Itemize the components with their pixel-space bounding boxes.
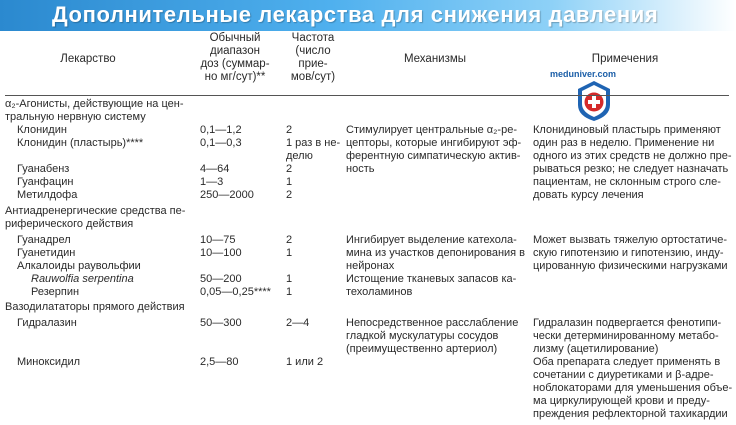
group-title-peripheral-l1: Антиадренергические средства пе- <box>5 205 186 217</box>
drug-frequency: 2 <box>286 189 293 201</box>
group-title-vasodilators: Вазодилататоры прямого действия <box>5 301 185 313</box>
drug-name: Метилдофа <box>17 189 78 201</box>
drug-frequency: 1 <box>286 273 293 285</box>
group-title-central-l2: тральную нервную систему <box>5 111 146 123</box>
drug-frequency: делю <box>286 150 313 162</box>
group-title-central-l1: α₂-Агонисты, действующие на цен- <box>5 98 184 110</box>
drug-frequency: 2 <box>286 234 293 246</box>
note-line: пациентам, не склонным строго сле- <box>533 176 721 188</box>
mechanism-line: ность <box>346 163 375 175</box>
header-dose: Обычный диапазон доз (суммар- но мг/сут)** <box>200 32 270 83</box>
mechanism-line: (преимущественно артериол) <box>346 343 498 355</box>
drug-name: Клонидин (пластырь)**** <box>17 137 144 149</box>
drug-frequency: 2—4 <box>286 317 310 329</box>
group-title-peripheral-l2: риферического действия <box>5 218 134 230</box>
title-banner <box>0 0 736 31</box>
watermark-text: meduniver.com <box>550 69 617 79</box>
drug-dose: 0,1—0,3 <box>200 137 242 149</box>
drug-dose: 4—64 <box>200 163 230 175</box>
drug-dose: 50—200 <box>200 273 242 285</box>
drug-name: Клонидин <box>17 124 67 136</box>
drug-dose: 0,1—1,2 <box>200 124 242 136</box>
drug-frequency: 1 <box>286 247 293 259</box>
mechanism-line: мина из участков депонирования в <box>346 247 526 259</box>
drug-dose: 2,5—80 <box>200 356 239 368</box>
drug-frequency: 1 раз в не- <box>286 137 341 149</box>
note-line: ноблокаторами для уменьшения объе- <box>533 382 733 394</box>
header-divider <box>5 95 729 96</box>
mechanism-line: техоламинов <box>346 286 413 298</box>
mechanism-line: гладкой мускулатуры сосудов <box>346 330 499 342</box>
header-frequency: Частота (число прие- мов/сут) <box>290 32 336 83</box>
drug-name: Гуанабенз <box>17 163 70 175</box>
drug-frequency: 1 <box>286 176 293 188</box>
header-notes: Примечения <box>591 53 659 65</box>
mechanism-line: Истощение тканевых запасов ка- <box>346 273 517 285</box>
watermark-logo <box>576 80 612 122</box>
drug-name: Гуанфацин <box>17 176 74 188</box>
note-line: один раз в неделю. Применение ни <box>533 137 715 149</box>
note-line: довать курсу лечения <box>533 189 644 201</box>
note-line: сочетании с диуретиками и β-адре- <box>533 369 714 381</box>
note-line: Гидралазин подвергается фенотипи- <box>533 317 722 329</box>
note-line: цированную физическими нагрузками <box>533 260 728 272</box>
drug-frequency: 1 <box>286 286 293 298</box>
mechanism-line: Ингибирует выделение катехола- <box>346 234 517 246</box>
drug-frequency: 2 <box>286 124 293 136</box>
drug-frequency: 2 <box>286 163 293 175</box>
drug-name: Алкалоиды раувольфии <box>17 260 141 272</box>
note-line: чески детерминированному метабо- <box>533 330 719 342</box>
page-title: Дополнительные лекарства для снижения давления <box>52 2 659 27</box>
drug-dose: 0,05—0,25**** <box>200 286 271 298</box>
note-line: ма циркулирующей крови и преду- <box>533 395 710 407</box>
mechanism-line: Непосредственное расслабление <box>346 317 519 329</box>
drug-name: Резерпин <box>31 286 80 298</box>
note-line: скую гипотензию и гипотензию, инду- <box>533 247 724 259</box>
note-line: лизму (ацетилирование) <box>533 343 659 355</box>
drug-name: Гуанетидин <box>17 247 76 259</box>
note-line: одного из этих средств не должно пре- <box>533 150 732 162</box>
mechanism-line: нейронах <box>346 260 395 272</box>
drug-dose: 10—100 <box>200 247 242 259</box>
drug-name: Гидралазин <box>17 317 77 329</box>
drug-name: Гуанадрел <box>17 234 71 246</box>
drug-name: Rauwolfia serpentina <box>31 273 134 285</box>
drug-dose: 10—75 <box>200 234 236 246</box>
drug-frequency: 1 или 2 <box>286 356 324 368</box>
mechanism-line: Стимулирует центральные α₂-ре- <box>346 124 517 136</box>
note-line: преждения рефлекторной тахикардии <box>533 408 728 420</box>
note-line: Может вызвать тяжелую ортостатиче- <box>533 234 728 246</box>
drug-dose: 250—2000 <box>200 189 254 201</box>
drug-dose: 50—300 <box>200 317 242 329</box>
drug-name: Миноксидил <box>17 356 81 368</box>
header-drug: Лекарство <box>60 53 116 65</box>
mechanism-line: ферентную симпатическую актив- <box>346 150 521 162</box>
note-line: Оба препарата следует применять в <box>533 356 721 368</box>
header-mechanisms: Механизмы <box>403 53 467 65</box>
drug-dose: 1—3 <box>200 176 224 188</box>
mechanism-line: цепторы, которые ингибируют эф- <box>346 137 522 149</box>
note-line: рываться резко; не следует назначать <box>533 163 729 175</box>
note-line: Клонидиновый пластырь применяют <box>533 124 721 136</box>
